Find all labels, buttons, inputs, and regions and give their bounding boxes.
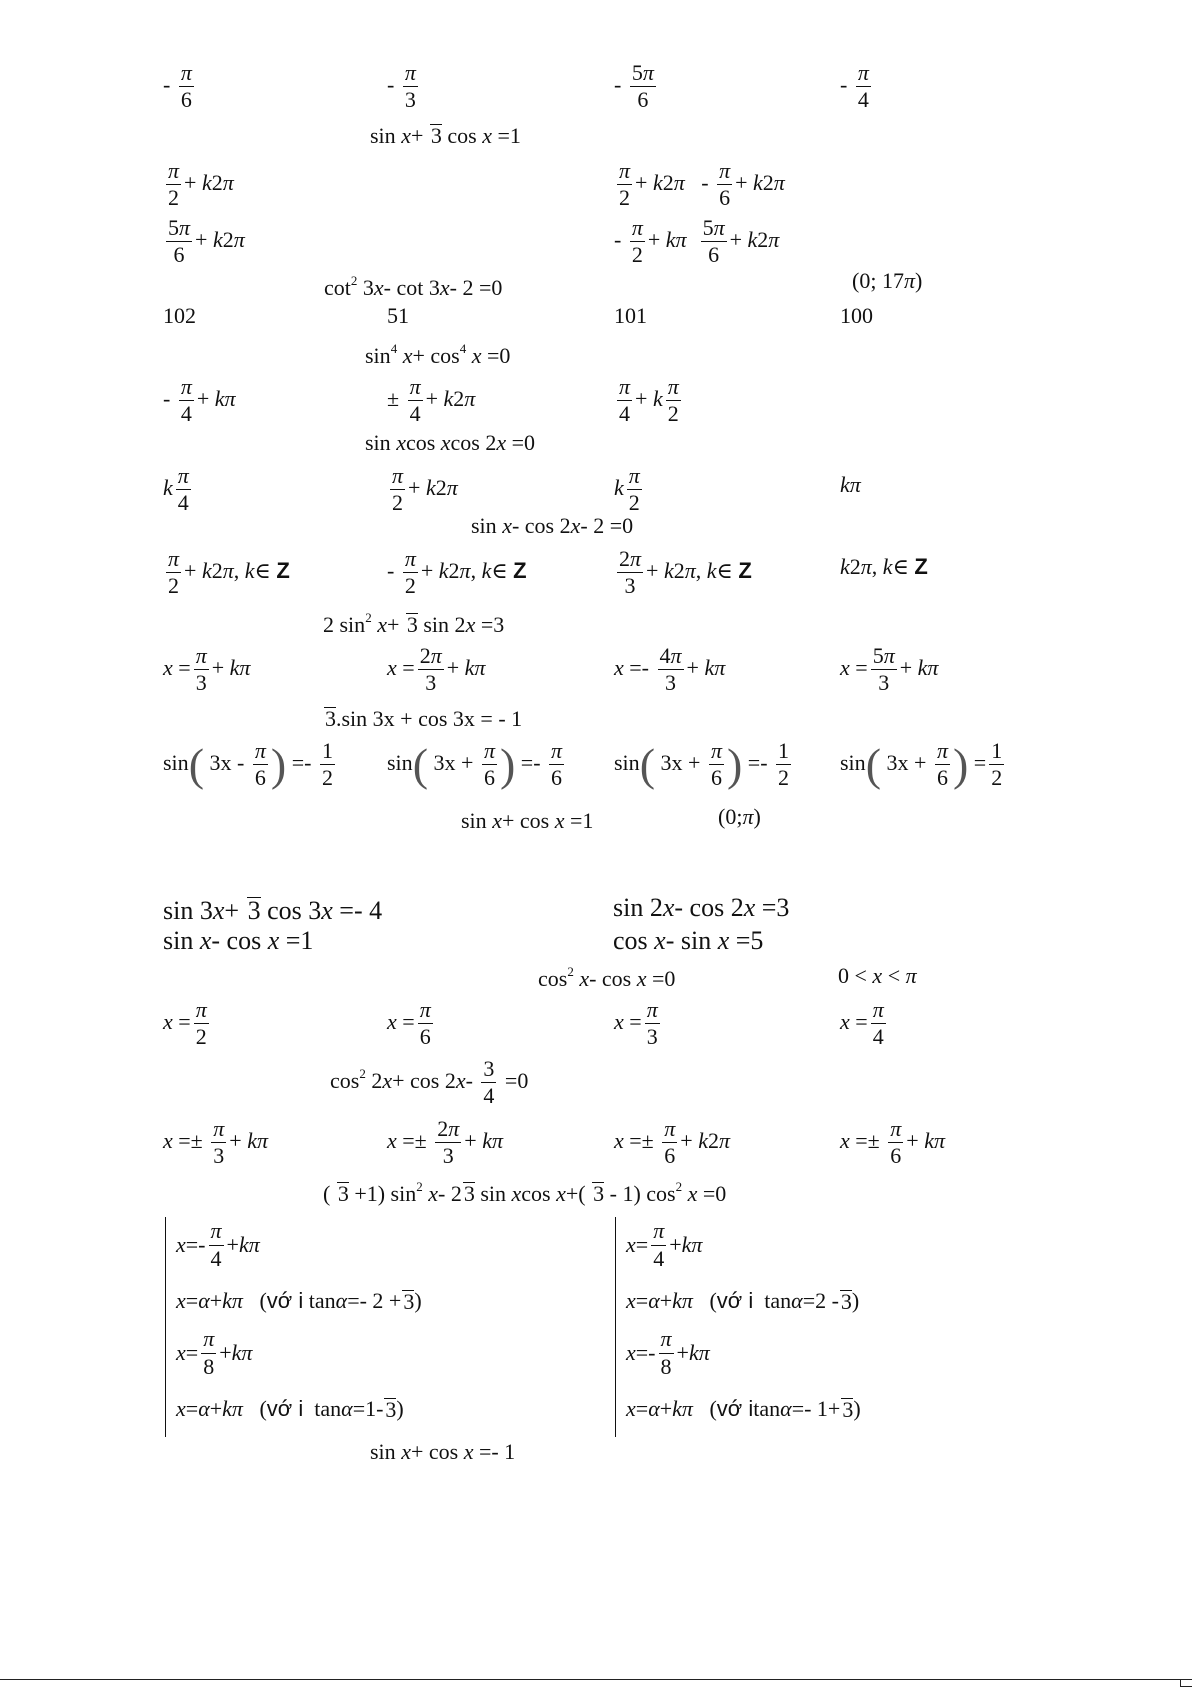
q14-equation: sin x+ cos x =- 1 [370,1439,516,1464]
q4-option-b: ± $\frac{\pi}{4}$ + k2π [387,374,476,427]
q5-option-a: k $\frac{\pi}{4}$ [163,463,189,516]
q2-option-b: $\frac{\pi}{2}$ + k2π - $\frac{\pi}{6}$ + k2π [619,158,785,211]
q13-option-c: x = π 8 + kπ x = α + kπ ( vớ i tan α =1- 3 ) [165,1325,404,1437]
q3-equation: $\cot^2 3x-$ cot 3x- 2 =0 [324,273,503,300]
q11-equation: $\cos^2 x-$ cos x =0 [538,964,676,991]
q6-option-d: k2π, k∈ Z [840,554,928,579]
q12-option-b: x =± $\frac{2\pi}{3}$ + kπ [387,1116,503,1169]
q13-option-b: x = π 4 + kπ x = α + kπ ( vớ i tan α =2 - 3 ) [615,1217,859,1329]
q7-equation: 2 $\sin^2 x+ 3$ sin 2x =3 [323,610,505,637]
q11-option-c: x = $\frac{\pi}{3}$ [614,997,658,1050]
q13-option-a: x =- π 4 + kπ x = α + kπ ( vớ i tan α =- 2 + 3 ) [165,1217,422,1329]
q10-option-b: sin 2x- cos 2x =3 [613,893,790,922]
q8-option-c: sin( 3x + $\frac{\pi}{6}$ ) =- $\frac{1}{2}$ [614,738,790,791]
q2-option-a: $\frac{\pi}{2}$ + k2π [168,158,234,211]
q4-option-a: - $\frac{\pi}{4}$ + kπ [163,374,236,427]
q1-option-b: - $\frac{\pi}{3}$ [387,60,416,113]
q9-interval: (0;π) [718,804,761,829]
q7-option-c: x =- $\frac{4\pi}{3}$ + kπ [614,643,726,696]
q8-option-b: sin( 3x + $\frac{\pi}{6}$ ) =- $\frac{\pi}{6}$ [387,738,563,791]
q2-equation: sin x+ 3 cos x =1 [370,123,521,148]
q7-option-d: x = $\frac{5\pi}{3}$ + kπ [840,643,939,696]
q1-option-a: - $\frac{\pi}{6}$ [163,60,192,113]
q5-equation: sin xcos xcos 2x =0 [365,430,536,455]
q3-option-b: 51 [387,303,409,328]
q12-option-d: x =± $\frac{\pi}{6}$ + kπ [840,1116,945,1169]
q2-option-d: - $\frac{\pi}{2}$ + kπ $\frac{5\pi}{6}$ + k2π [614,215,780,268]
q10-option-c: sin x- cos x =1 [163,926,314,955]
q10-option-a: sin 3x+ 3 cos 3x =- 4 [163,896,383,925]
q13-option-d: x =- π 8 + kπ x = α + kπ ( vớ i tan α =- 1+ 3 ) [615,1325,861,1437]
q9-equation: sin x+ cos x =1 [461,808,594,833]
q7-option-b: x = $\frac{2\pi}{3}$ + kπ [387,643,486,696]
q6-equation: sin x- cos 2x- 2 =0 [471,513,634,538]
q1-option-c: - $\frac{5\pi}{6}$ [614,60,654,113]
q3-option-c: 101 [614,303,647,328]
q4-equation: $\sin^4 x+ \cos^4 x =0$ [365,341,511,368]
q6-option-c: $\frac{2\pi}{3}$ + k2π, k∈ Z [619,546,752,599]
q11-option-b: x = $\frac{\pi}{6}$ [387,997,431,1050]
q11-option-d: x = $\frac{\pi}{4}$ [840,997,884,1050]
q11-option-a: x = $\frac{\pi}{2}$ [163,997,207,1050]
q3-option-a: 102 [163,303,196,328]
page-bottom-rule [0,1679,1192,1680]
q8-option-d: sin( 3x + $\frac{\pi}{6}$ ) = $\frac{1}{2}$ [840,738,1003,791]
q6-option-a: $\frac{\pi}{2}$ + k2π, k∈ Z [168,546,290,599]
q2-option-c: $\frac{5\pi}{6}$ + k2π [168,215,245,268]
q12-option-a: x =± $\frac{\pi}{3}$ + kπ [163,1116,268,1169]
q8-option-a: sin( 3x - $\frac{\pi}{6}$ ) =- $\frac{1}{2}$ [163,738,333,791]
q5-option-d: kπ [840,472,861,497]
q13-equation: ( 3 +1) $\sin^2 x-$ 23 sin xcos x+( 3 - 1) $\cos^2 x =0$ [323,1179,727,1206]
q11-interval: 0 < x < π [838,963,917,988]
q12-equation: $\cos^2 2x+ \cos 2x-$ $\frac{3}{4}$ =0 [330,1056,529,1109]
q3-interval: (0; 17π) [852,268,923,293]
q6-option-b: - $\frac{\pi}{2}$ + k2π, k∈ Z [387,546,527,599]
q12-option-c: x =± $\frac{\pi}{6}$ + k2π [614,1116,730,1169]
q5-option-b: $\frac{\pi}{2}$ + k2π [392,463,458,516]
q3-option-d: 100 [840,303,873,328]
q4-option-c: $\frac{\pi}{4}$ + k $\frac{\pi}{2}$ [619,374,679,427]
page-corner-mark [1180,1679,1192,1687]
q8-equation: 3.sin 3x + cos 3x = - 1 [325,706,523,731]
q1-option-d: - $\frac{\pi}{4}$ [840,60,869,113]
q7-option-a: x = $\frac{\pi}{3}$ + kπ [163,643,251,696]
q5-option-c: k $\frac{\pi}{2}$ [614,463,640,516]
q10-option-d: cos x- sin x =5 [613,926,764,955]
